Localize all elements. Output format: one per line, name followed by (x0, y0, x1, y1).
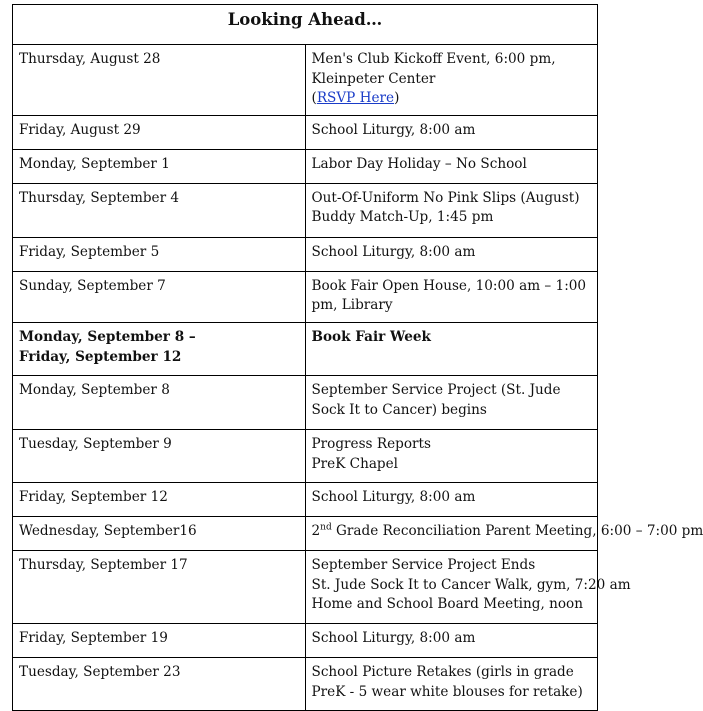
event-description: Book Fair Open House, 10:00 am – 1:00 pm, Library (305, 271, 598, 322)
table-row (13, 45, 598, 116)
date-line: Friday, September 12 (19, 348, 182, 365)
event-description: School Liturgy, 8:00 am (305, 237, 598, 271)
table-row (13, 271, 598, 322)
calendar-table (12, 4, 703, 711)
event-line: Buddy Match-Up, 1:45 pm (311, 209, 494, 226)
event-description: September Service Project (St. Jude Sock It to Cancer) begins (305, 375, 598, 429)
table-row (13, 115, 598, 149)
event-description: Labor Day Holiday – No School (305, 149, 598, 183)
ordinal-suffix: nd (320, 522, 332, 533)
table-row (13, 375, 598, 429)
table-row (13, 149, 598, 183)
event-description: School Liturgy, 8:00 am (305, 482, 598, 516)
event-date: Friday, August 29 (13, 115, 306, 149)
event-date: Tuesday, September 23 (13, 657, 306, 710)
event-date: Friday, September 5 (13, 237, 306, 271)
event-date: Friday, September 19 (13, 623, 306, 657)
event-date: Thursday, August 28 (13, 45, 306, 116)
table-row (13, 183, 598, 237)
event-description (305, 45, 598, 116)
event-description: Book Fair Week (305, 322, 598, 375)
event-description: School Liturgy, 8:00 am (305, 623, 598, 657)
table-row (13, 237, 598, 271)
calendar-sheet (12, 4, 703, 711)
event-description (305, 550, 631, 623)
event-line: September Service Project Ends (311, 556, 536, 573)
event-description: School Liturgy, 8:00 am (305, 115, 598, 149)
table-row (13, 516, 598, 550)
table-row (13, 482, 598, 516)
table-row (13, 623, 598, 657)
event-date: Sunday, September 7 (13, 271, 306, 322)
event-text: Men's Club Kickoff Event, 6:00 pm, Kleinpeter Center (311, 51, 556, 87)
event-line: Progress Reports (311, 435, 431, 452)
event-date: Monday, September 1 (13, 149, 306, 183)
table-row (13, 657, 598, 710)
event-description: School Picture Retakes (girls in grade PreK - 5 wear white blouses for retake) (305, 657, 598, 710)
link-close-paren: ) (394, 90, 400, 107)
table-row (13, 550, 598, 623)
event-date: Thursday, September 17 (13, 550, 306, 623)
table-title: Looking Ahead… (13, 5, 598, 45)
table-row (13, 429, 598, 482)
event-line: St. Jude Sock It to Cancer Walk, gym, 7:20 am (311, 576, 631, 593)
rsvp-link[interactable]: RSVP Here (316, 90, 395, 107)
event-line: Out-Of-Uniform No Pink Slips (August) (311, 189, 580, 206)
event-date: Friday, September 12 (13, 482, 306, 516)
event-date (13, 322, 306, 375)
event-description (305, 429, 598, 482)
event-date: Monday, September 8 (13, 375, 306, 429)
date-line: Monday, September 8 – (19, 328, 196, 345)
table-row (13, 322, 598, 375)
event-line: PreK Chapel (311, 455, 399, 472)
event-date: Thursday, September 4 (13, 183, 306, 237)
event-description (305, 183, 598, 237)
grade-number: 2 (311, 522, 321, 539)
event-description (305, 516, 703, 550)
event-text: Grade Reconciliation Parent Meeting, 6:00 – 7:00 pm (331, 522, 703, 539)
link-open-paren: ( (311, 90, 317, 107)
event-date: Tuesday, September 9 (13, 429, 306, 482)
title-row (13, 5, 598, 45)
event-date: Wednesday, September16 (13, 516, 306, 550)
event-line: Home and School Board Meeting, noon (311, 596, 583, 613)
